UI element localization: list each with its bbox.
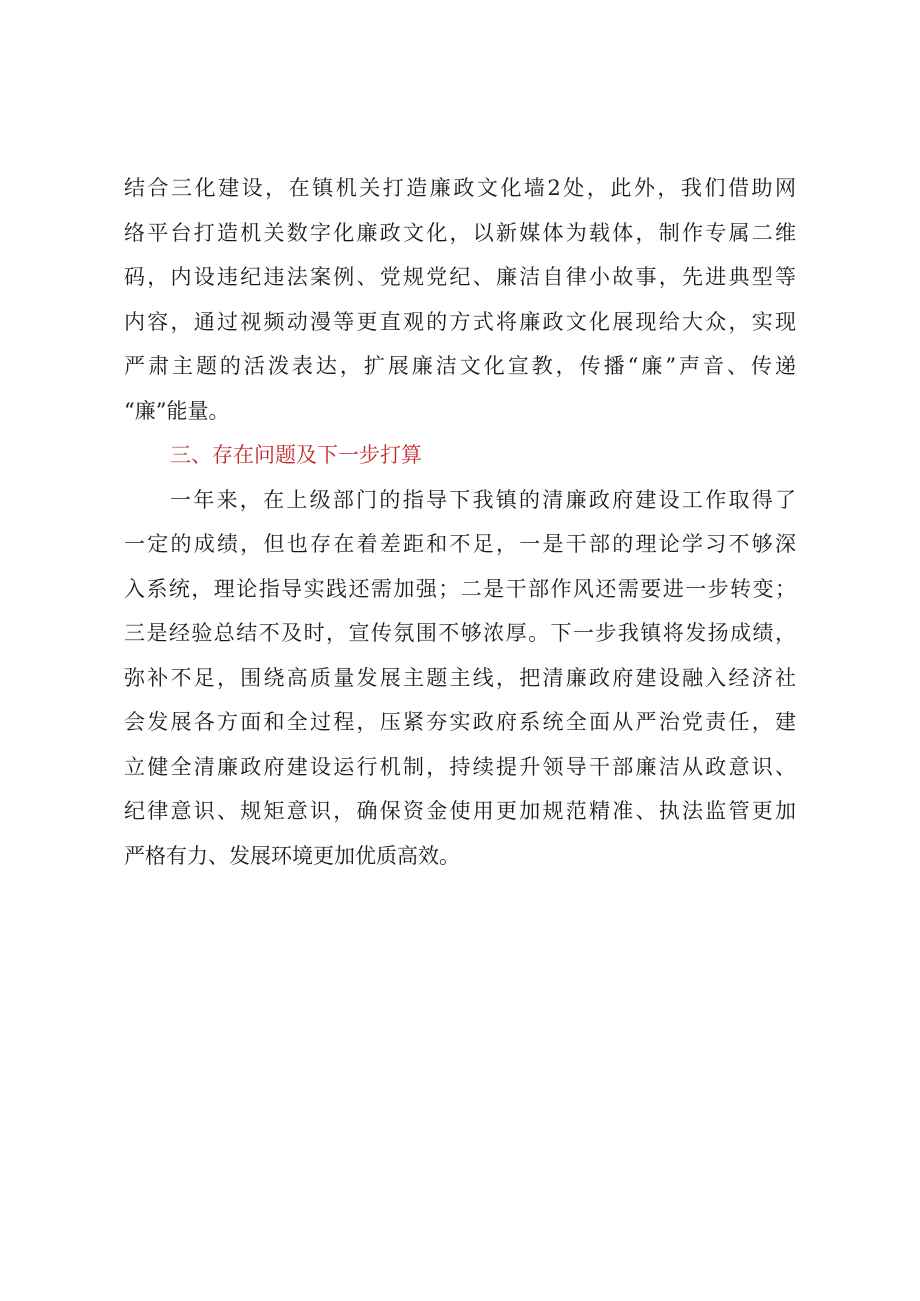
- paragraph-line: 入系统，理论指导实践还需加强；二是干部作风还需要进一步转变；: [124, 576, 796, 601]
- paragraph-line: 码，内设违纪违法案例、党规党纪、廉洁自律小故事，先进典型等: [124, 265, 796, 289]
- paragraph-line: 会发展各方面和全过程，压紧夯实政府系统全面从严治党责任，建: [124, 710, 796, 734]
- paragraph-line: 一定的成绩，但也存在着差距和不足，一是干部的理论学习不够深: [124, 532, 796, 556]
- paragraph-line: 严格有力、发展环境更加优质高效。: [124, 843, 460, 868]
- paragraph-line: 弥补不足，围绕高质量发展主题主线，把清廉政府建设融入经济社: [124, 665, 796, 690]
- paragraph-culture: [124, 166, 796, 433]
- section-heading: 三、存在问题及下一步打算: [170, 443, 422, 467]
- paragraph-line: 结合三化建设，在镇机关打造廉政文化墙2处，此外，我们借助网: [124, 176, 796, 200]
- paragraph-line: 纪律意识、规矩意识，确保资金使用更加规范精准、执法监管更加: [124, 799, 796, 823]
- paragraph-line: 立健全清廉政府建设运行机制，持续提升领导干部廉洁从政意识、: [124, 754, 796, 779]
- paragraph-line: 一年来，在上级部门的指导下我镇的清廉政府建设工作取得了: [170, 487, 796, 512]
- paragraph-line: 三是经验总结不及时，宣传氛围不够浓厚。下一步我镇将发扬成绩，: [124, 621, 796, 645]
- paragraph-line: 络平台打造机关数字化廉政文化，以新媒体为载体，制作专属二维: [124, 220, 796, 245]
- paragraph-problems-plan: [124, 478, 796, 879]
- paragraph-line: 内容，通过视频动漫等更直观的方式将廉政文化展现给大众，实现: [124, 309, 796, 334]
- document-body: [124, 166, 796, 878]
- paragraph-line: “廉”能量。: [124, 398, 230, 423]
- paragraph-line: 严肃主题的活泼表达，扩展廉洁文化宣教，传播“廉”声音、传递: [124, 354, 796, 378]
